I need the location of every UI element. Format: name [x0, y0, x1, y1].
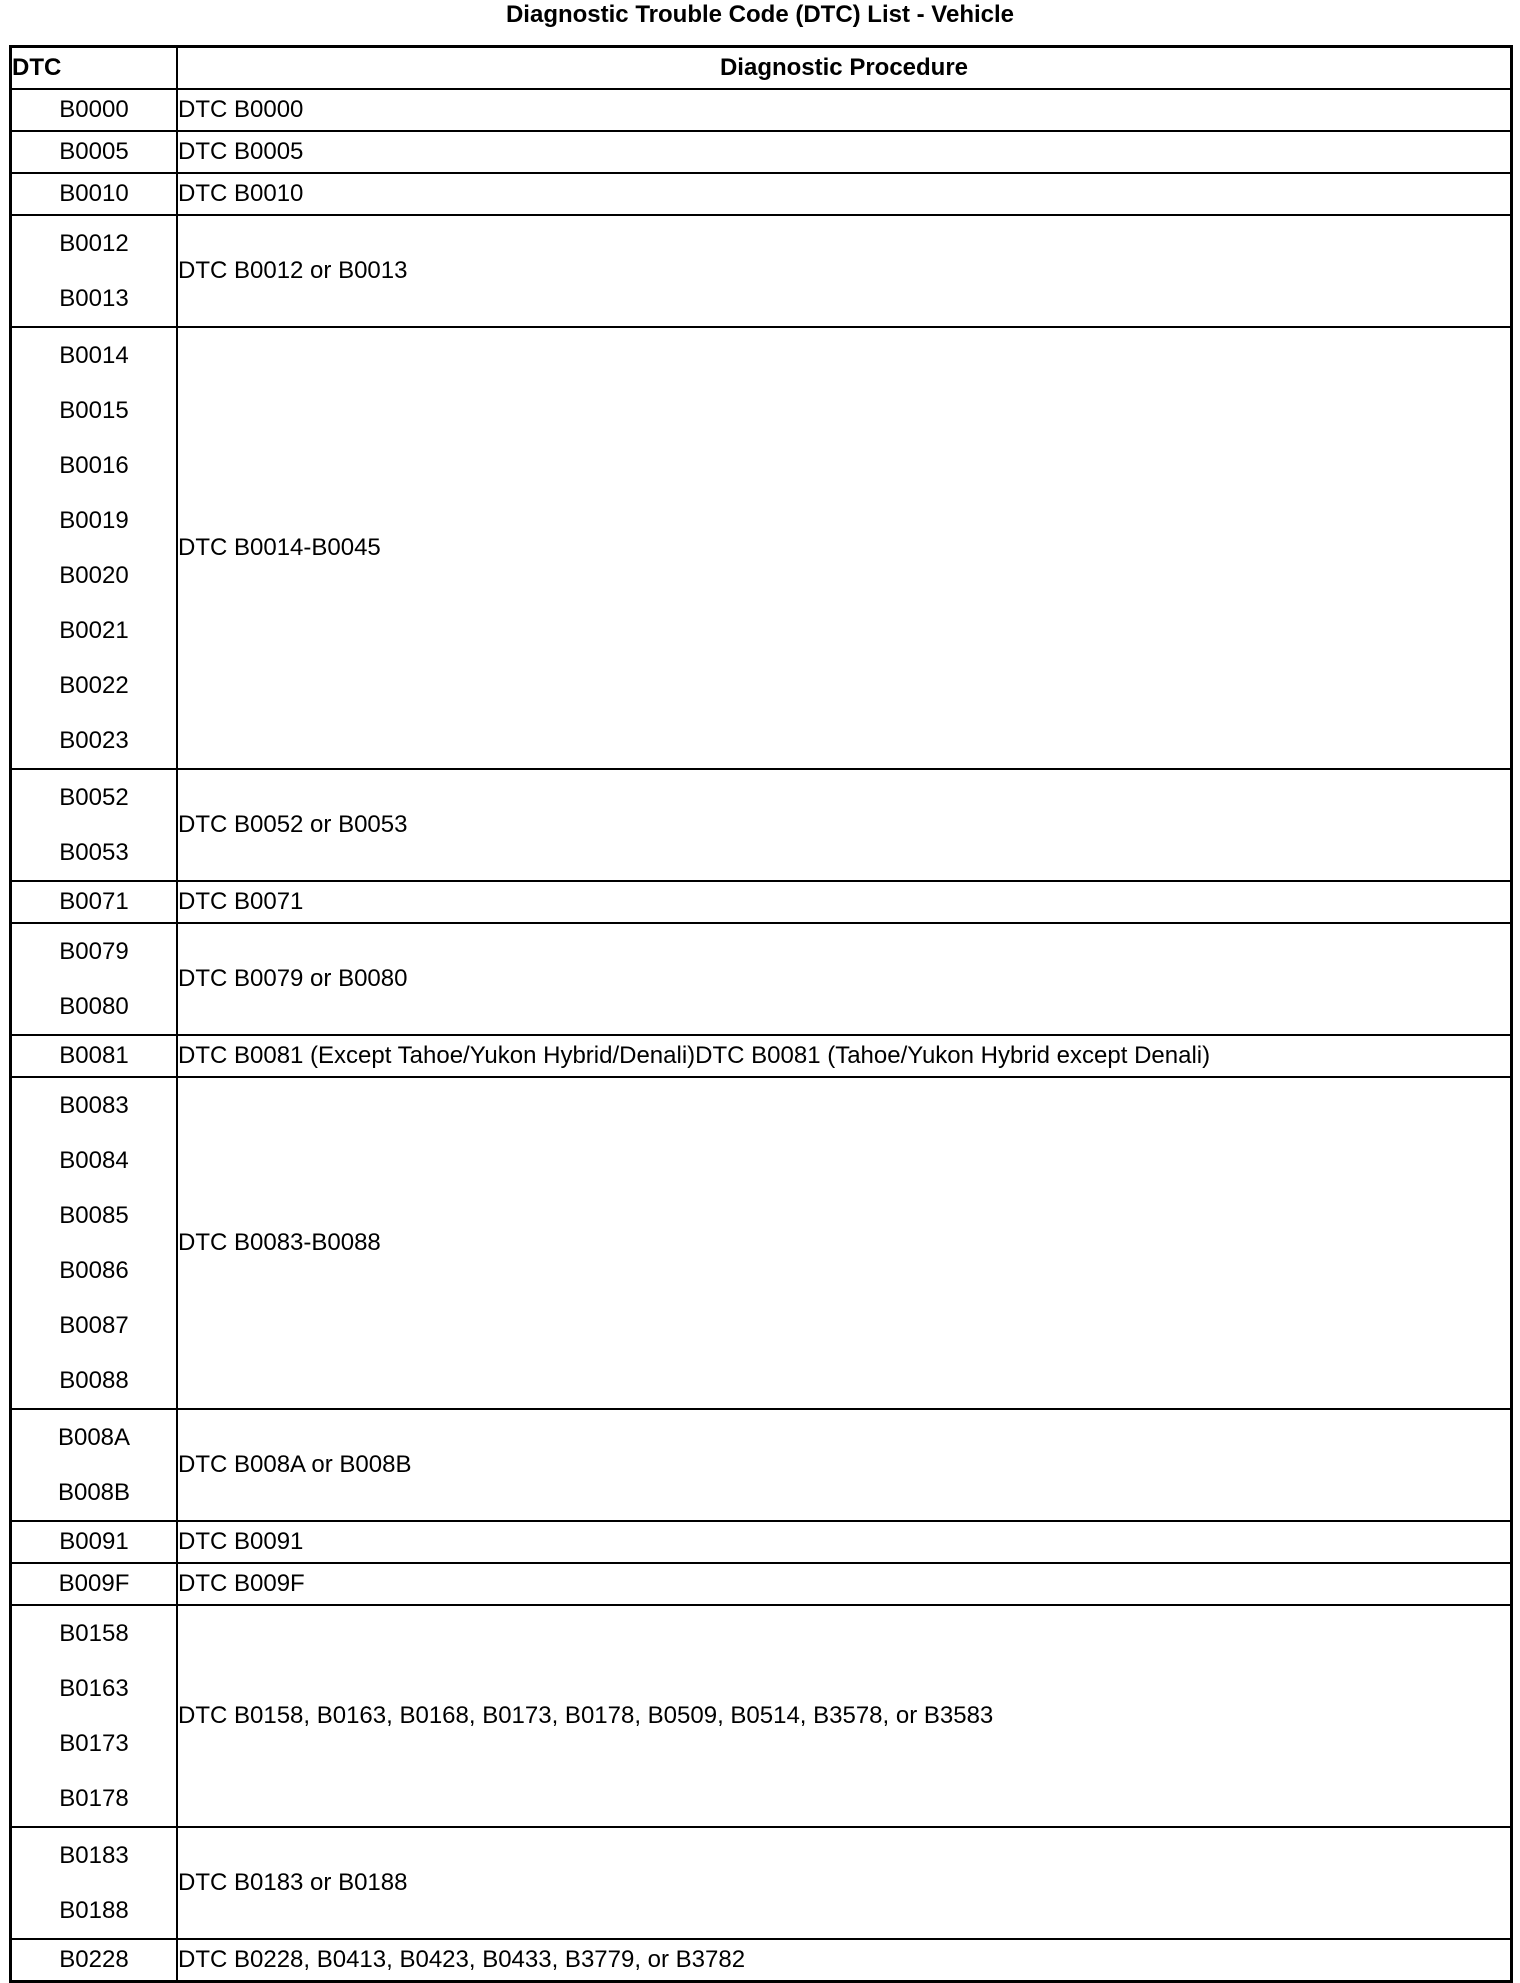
- dtc-code: B0188: [59, 1897, 129, 1924]
- dtc-code: B0010: [59, 180, 129, 207]
- table-row: [11, 1035, 1512, 1077]
- table-row: [11, 1605, 1512, 1827]
- procedure-link[interactable]: DTC B0083-B0088: [177, 1077, 1512, 1409]
- dtc-code-cell: [11, 1827, 178, 1939]
- dtc-code: B0158: [59, 1620, 129, 1647]
- dtc-code: B0084: [59, 1147, 129, 1174]
- dtc-code-cell: [11, 215, 178, 327]
- dtc-code-cell: [11, 327, 178, 769]
- dtc-code-cell: [11, 769, 178, 881]
- dtc-table: [9, 45, 1513, 1983]
- dtc-code-cell: [11, 881, 178, 923]
- procedure-link[interactable]: DTC B0228, B0413, B0423, B0433, B3779, or B3782: [177, 1939, 1512, 1982]
- dtc-code: B0020: [59, 562, 129, 589]
- dtc-code-cell: [11, 923, 178, 1035]
- dtc-code: B0183: [59, 1842, 129, 1869]
- dtc-code: B0173: [59, 1730, 129, 1757]
- table-row: [11, 89, 1512, 131]
- dtc-code: B0053: [59, 839, 129, 866]
- dtc-code: B0085: [59, 1202, 129, 1229]
- dtc-code: B0012: [59, 230, 129, 257]
- dtc-code-cell: [11, 1409, 178, 1521]
- dtc-code: B0178: [59, 1785, 129, 1812]
- dtc-code: B0023: [59, 727, 129, 754]
- table-row: [11, 1409, 1512, 1521]
- dtc-code-cell: [11, 1563, 178, 1605]
- dtc-code: B0019: [59, 507, 129, 534]
- procedure-link[interactable]: DTC B0014-B0045: [177, 327, 1512, 769]
- dtc-column-header: DTC: [11, 47, 178, 90]
- dtc-code: B0088: [59, 1367, 129, 1394]
- dtc-code-cell: [11, 89, 178, 131]
- procedure-link[interactable]: DTC B0079 or B0080: [177, 923, 1512, 1035]
- table-row: [11, 1521, 1512, 1563]
- dtc-code: B0228: [59, 1946, 129, 1973]
- procedure-link[interactable]: DTC B0010: [177, 173, 1512, 215]
- table-row: [11, 1939, 1512, 1982]
- table-row: [11, 1077, 1512, 1409]
- dtc-code-cell: [11, 1035, 178, 1077]
- procedure-link[interactable]: DTC B0012 or B0013: [177, 215, 1512, 327]
- dtc-code-cell: [11, 1077, 178, 1409]
- procedure-link[interactable]: DTC B0081 (Except Tahoe/Yukon Hybrid/Denali)DTC B0081 (Tahoe/Yukon Hybrid except Denali): [177, 1035, 1512, 1077]
- dtc-code: B008B: [57, 1479, 131, 1506]
- dtc-code: B009F: [58, 1570, 130, 1597]
- table-header-row: [11, 47, 1512, 90]
- page-title: Diagnostic Trouble Code (DTC) List - Vehicle: [505, 1, 1015, 28]
- table-row: [11, 131, 1512, 173]
- dtc-code: B0086: [59, 1257, 129, 1284]
- dtc-code-cell: [11, 1521, 178, 1563]
- dtc-code: B0015: [59, 397, 129, 424]
- table-row: [11, 923, 1512, 1035]
- table-row: [11, 881, 1512, 923]
- procedure-link[interactable]: DTC B009F: [177, 1563, 1512, 1605]
- table-body: [11, 89, 1512, 1982]
- dtc-code: B008A: [57, 1424, 131, 1451]
- dtc-code: B0163: [59, 1675, 129, 1702]
- dtc-code: B0016: [59, 452, 129, 479]
- dtc-code: B0000: [59, 96, 129, 123]
- dtc-code: B0014: [59, 342, 129, 369]
- dtc-code: B0013: [59, 285, 129, 312]
- dtc-code: B0052: [59, 784, 129, 811]
- dtc-code-cell: [11, 1939, 178, 1982]
- table-row: [11, 327, 1512, 769]
- dtc-code: B0087: [59, 1312, 129, 1339]
- dtc-code: B0079: [59, 938, 129, 965]
- procedure-link[interactable]: DTC B0091: [177, 1521, 1512, 1563]
- procedure-link[interactable]: DTC B0071: [177, 881, 1512, 923]
- procedure-link[interactable]: DTC B008A or B008B: [177, 1409, 1512, 1521]
- dtc-code: B0091: [59, 1528, 129, 1555]
- dtc-code-cell: [11, 131, 178, 173]
- procedure-link[interactable]: DTC B0052 or B0053: [177, 769, 1512, 881]
- dtc-code: B0021: [59, 617, 129, 644]
- table-row: [11, 173, 1512, 215]
- dtc-code-cell: [11, 1605, 178, 1827]
- dtc-code: B0022: [59, 672, 129, 699]
- table-row: [11, 769, 1512, 881]
- table-row: [11, 1563, 1512, 1605]
- dtc-code: B0081: [59, 1042, 129, 1069]
- procedure-link[interactable]: DTC B0158, B0163, B0168, B0173, B0178, B0509, B0514, B3578, or B3583: [177, 1605, 1512, 1827]
- dtc-code: B0071: [59, 888, 129, 915]
- table-row: [11, 215, 1512, 327]
- table-row: [11, 1827, 1512, 1939]
- dtc-code: B0005: [59, 138, 129, 165]
- dtc-code: B0080: [59, 993, 129, 1020]
- procedure-column-header: Diagnostic Procedure: [177, 47, 1512, 90]
- procedure-link[interactable]: DTC B0183 or B0188: [177, 1827, 1512, 1939]
- dtc-code-cell: [11, 173, 178, 215]
- dtc-code: B0083: [59, 1092, 129, 1119]
- procedure-link[interactable]: DTC B0005: [177, 131, 1512, 173]
- procedure-link[interactable]: DTC B0000: [177, 89, 1512, 131]
